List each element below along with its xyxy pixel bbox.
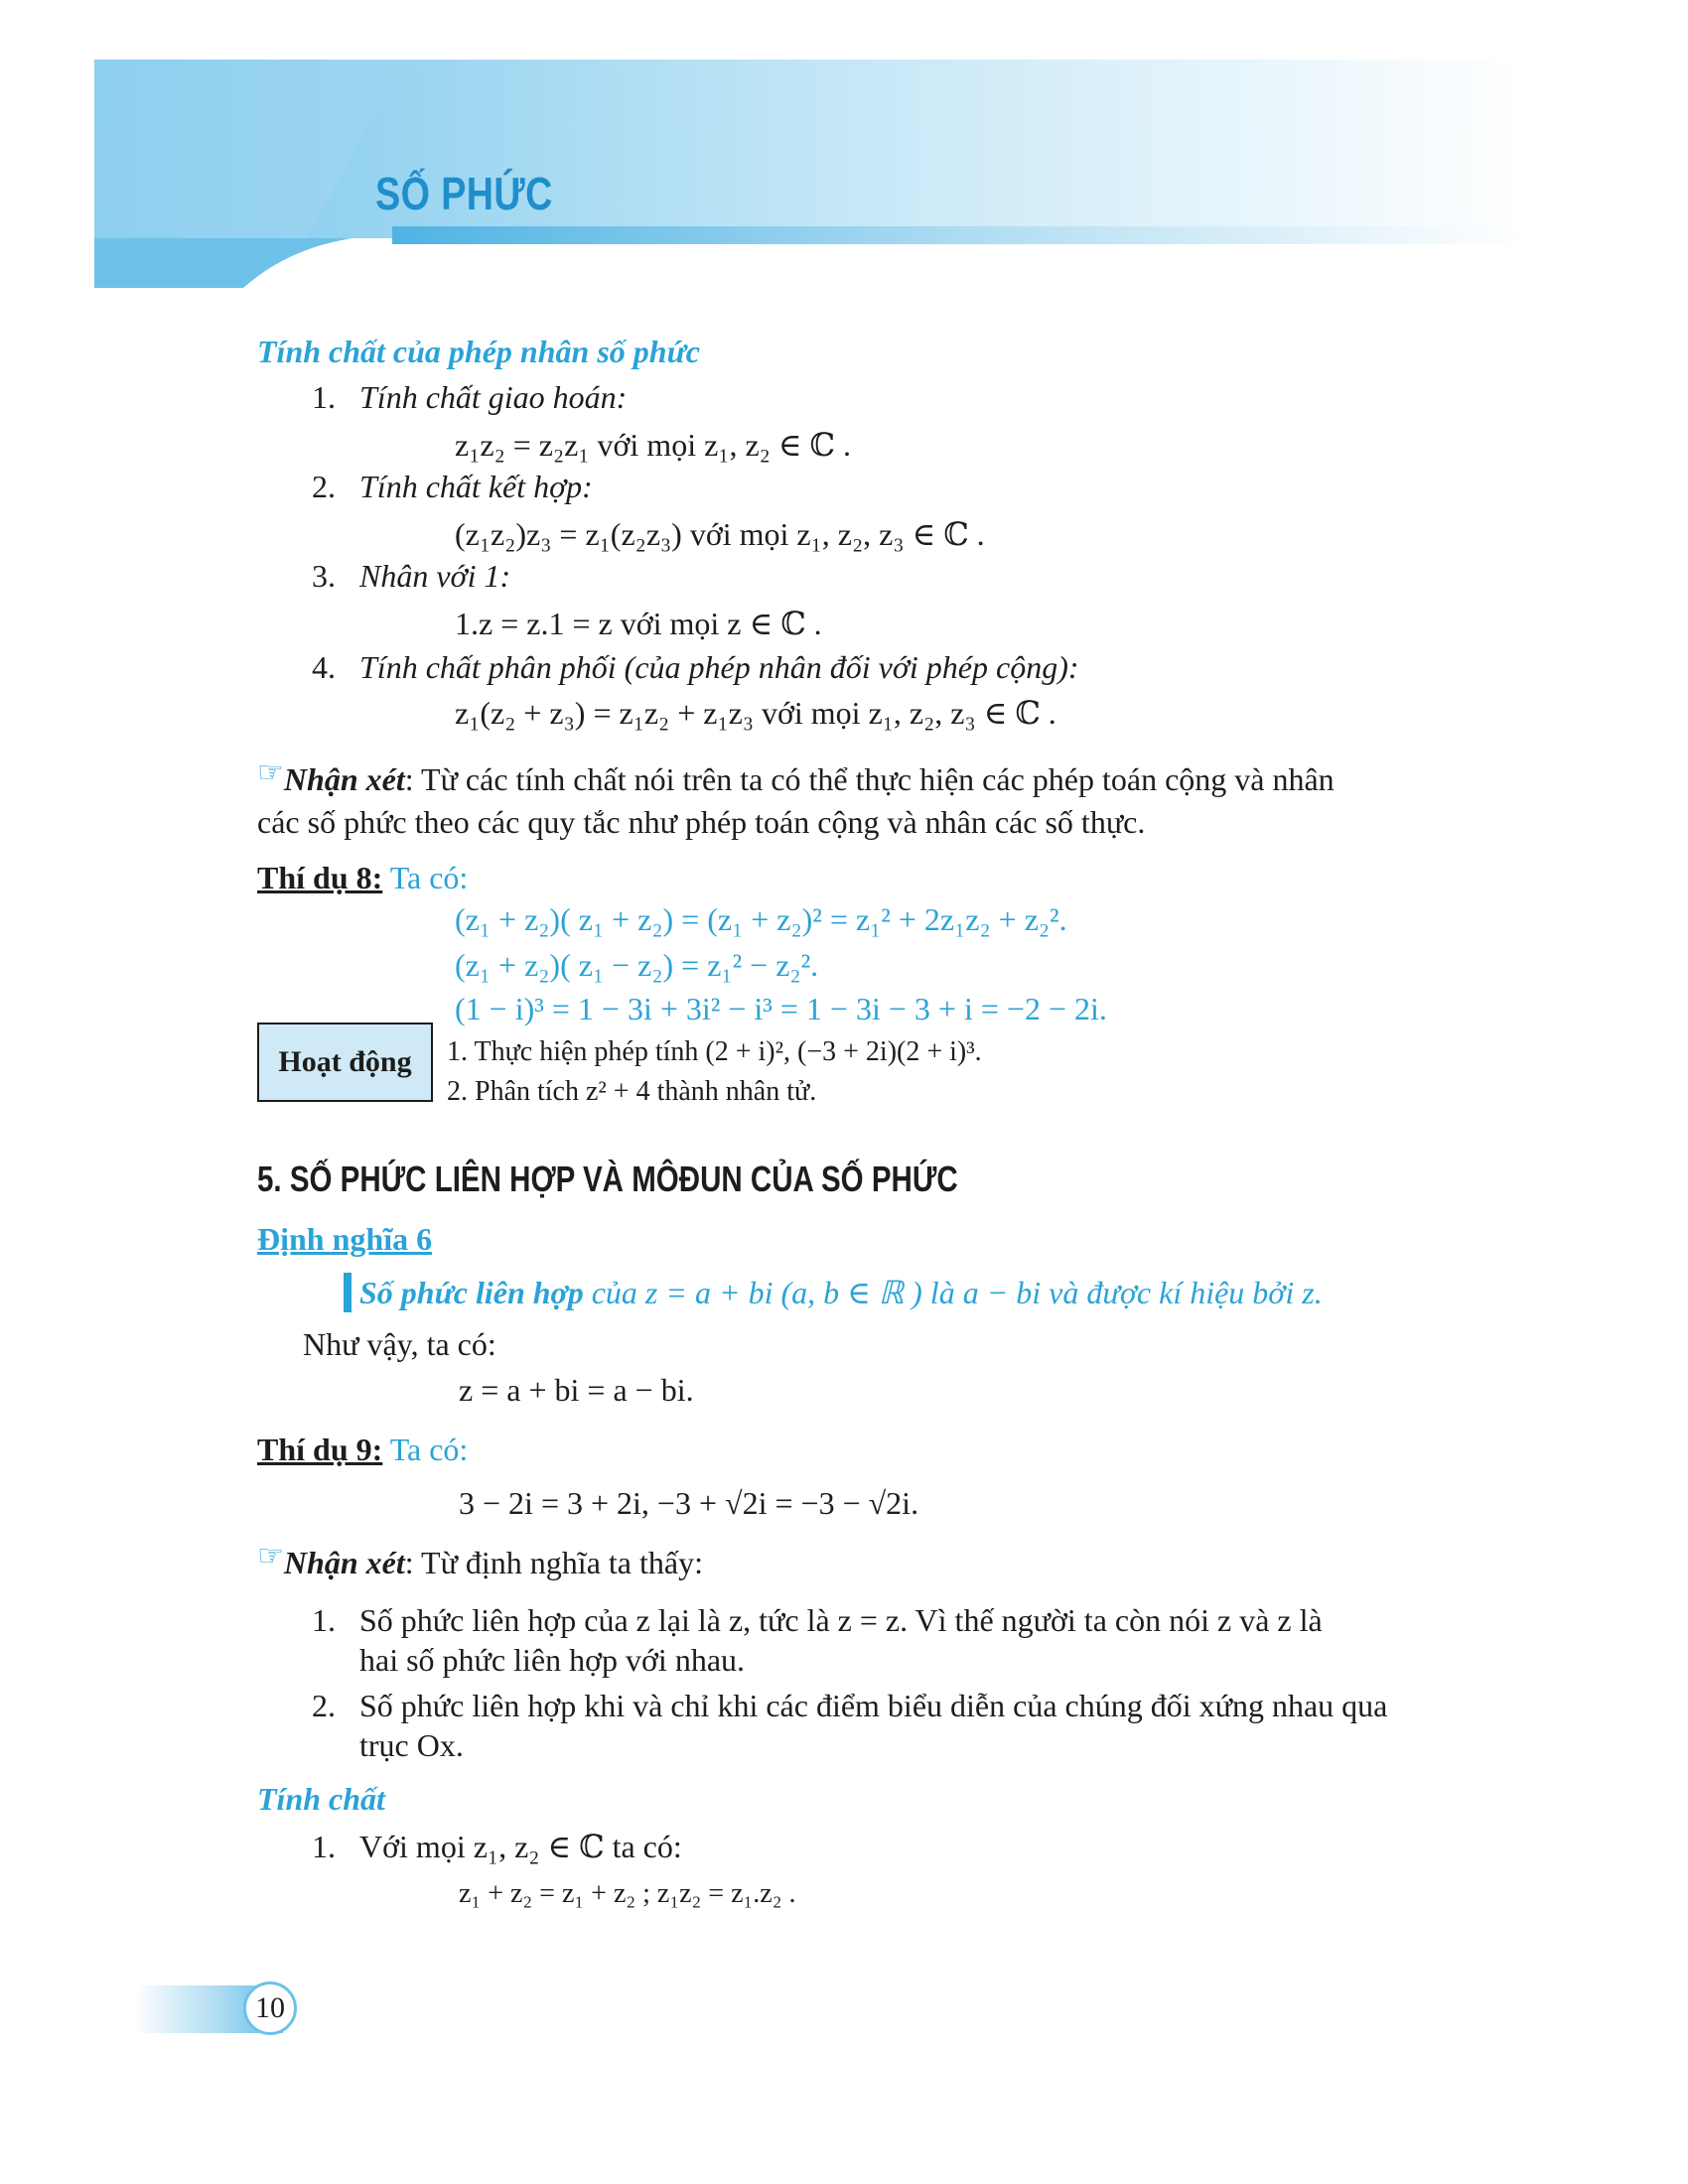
example8-eq2: (z₁ + z₂)( z₁ − z₂) = z₁² − z₂². bbox=[455, 947, 819, 983]
conj-props-formula: z₁ + z₂ = z₁ + z₂ ; z₁z₂ = z₁.z₂ . bbox=[459, 1878, 796, 1909]
mult-props-title: Tính chất của phép nhân số phức bbox=[257, 334, 700, 369]
example8-intro: Ta có: bbox=[389, 860, 469, 895]
definition6-label: Định nghĩa 6 bbox=[257, 1221, 433, 1257]
header-banner bbox=[94, 60, 1524, 288]
pointing-hand-icon: ☞ bbox=[257, 1539, 284, 1573]
remark2-item1-line1: Số phức liên hợp của z lại là z, tức là z = z. Vì thế người ta còn nói z và z là bbox=[359, 1602, 1323, 1638]
prop1-formula: z₁z₂ = z₂z₁ với mọi z₁, z₂ ∈ ℂ . bbox=[455, 427, 851, 463]
prop1-name: Tính chất giao hoán: bbox=[359, 379, 628, 415]
example9-heading bbox=[257, 1430, 468, 1469]
remark2-item2-number: 2. bbox=[312, 1688, 336, 1723]
prop3-formula: 1.z = z.1 = z với mọi z ∈ ℂ . bbox=[455, 606, 822, 641]
consequence-formula: z = a + bi = a − bi. bbox=[459, 1372, 694, 1408]
prop3-name: Nhân với 1: bbox=[359, 558, 511, 594]
remark2-label: Nhận xét bbox=[283, 1545, 405, 1580]
pointing-hand-icon: ☞ bbox=[257, 755, 284, 790]
header-wave-graphic bbox=[94, 60, 1524, 288]
example8-eq1: (z₁ + z₂)( z₁ + z₂) = (z₁ + z₂)² = z₁² + 2z₁z₂ + z₂². bbox=[455, 901, 1067, 937]
remark2-heading bbox=[257, 1539, 703, 1584]
definition6-term: Số phức liên hợp bbox=[359, 1275, 584, 1310]
example9-formula: 3 − 2i = 3 + 2i, −3 + √2i = −3 − √2i. bbox=[459, 1485, 919, 1521]
remark1-label: Nhận xét bbox=[283, 761, 405, 797]
activity-box bbox=[257, 1023, 433, 1102]
definition-marker-bar bbox=[344, 1273, 352, 1312]
prop4-formula: z₁(z₂ + z₃) = z₁z₂ + z₁z₃ với mọi z₁, z₂, z₃ ∈ ℂ . bbox=[455, 695, 1056, 731]
example9-label: Thí dụ 9: bbox=[257, 1432, 383, 1467]
prop2-label: 2. bbox=[312, 469, 336, 504]
prop4-label: 4. bbox=[312, 649, 336, 685]
remark2-item1-number: 1. bbox=[312, 1602, 336, 1638]
remark2-item1-line2: hai số phức liên hợp với nhau. bbox=[359, 1642, 746, 1678]
conj-props-title: Tính chất bbox=[257, 1781, 385, 1817]
definition6-body: của z = a + bi (a, b ∈ ℝ ) là a − bi và được kí hiệu bởi z. bbox=[583, 1275, 1323, 1310]
conj-props-item1-number: 1. bbox=[312, 1829, 336, 1864]
prop2-formula: (z₁z₂)z₃ = z₁(z₂z₃) với mọi z₁, z₂, z₃ ∈ ℂ . bbox=[455, 516, 985, 552]
remark2-item2-line1: Số phức liên hợp khi và chỉ khi các điểm biểu diễn của chúng đối xứng nhau qua bbox=[359, 1688, 1388, 1723]
example9-intro: Ta có: bbox=[389, 1432, 469, 1467]
activity-label: Hoạt động bbox=[278, 1045, 412, 1078]
remark1-line1 bbox=[257, 755, 1335, 801]
prop1-label: 1. bbox=[312, 379, 336, 415]
conj-props-item1: Với mọi z₁, z₂ ∈ ℂ ta có: bbox=[359, 1829, 682, 1864]
activity-item2: 2. Phân tích z² + 4 thành nhân tử. bbox=[447, 1076, 817, 1107]
page-number: 10 bbox=[243, 1981, 297, 2035]
page-number-badge bbox=[134, 1981, 313, 2039]
remark2-intro: : Từ định nghĩa ta thấy: bbox=[404, 1545, 703, 1580]
section5-title: 5. SỐ PHỨC LIÊN HỢP VÀ MÔĐUN CỦA SỐ PHỨC bbox=[257, 1159, 958, 1199]
remark2-item2-line2: trục Ox. bbox=[359, 1727, 464, 1763]
remark1-text1: : Từ các tính chất nói trên ta có thể thực hiện các phép toán cộng và nhân bbox=[404, 761, 1335, 797]
example8-eq3: (1 − i)³ = 1 − 3i + 3i² − i³ = 1 − 3i − 3 + i = −2 − 2i. bbox=[455, 991, 1107, 1026]
prop3-label: 3. bbox=[312, 558, 336, 594]
prop4-name: Tính chất phân phối (của phép nhân đối với phép cộng): bbox=[359, 649, 1079, 685]
prop2-name: Tính chất kết hợp: bbox=[359, 469, 593, 504]
chapter-title: SỐ PHỨC bbox=[375, 168, 553, 219]
activity-item1: 1. Thực hiện phép tính (2 + i)², (−3 + 2i)(2 + i)³. bbox=[447, 1036, 982, 1067]
remark1-line2: các số phức theo các quy tắc như phép toán cộng và nhân các số thực. bbox=[257, 804, 1146, 840]
definition6-text bbox=[359, 1273, 1323, 1312]
example8-label: Thí dụ 8: bbox=[257, 860, 383, 895]
example8-heading bbox=[257, 858, 468, 897]
consequence-intro: Như vậy, ta có: bbox=[303, 1326, 496, 1362]
